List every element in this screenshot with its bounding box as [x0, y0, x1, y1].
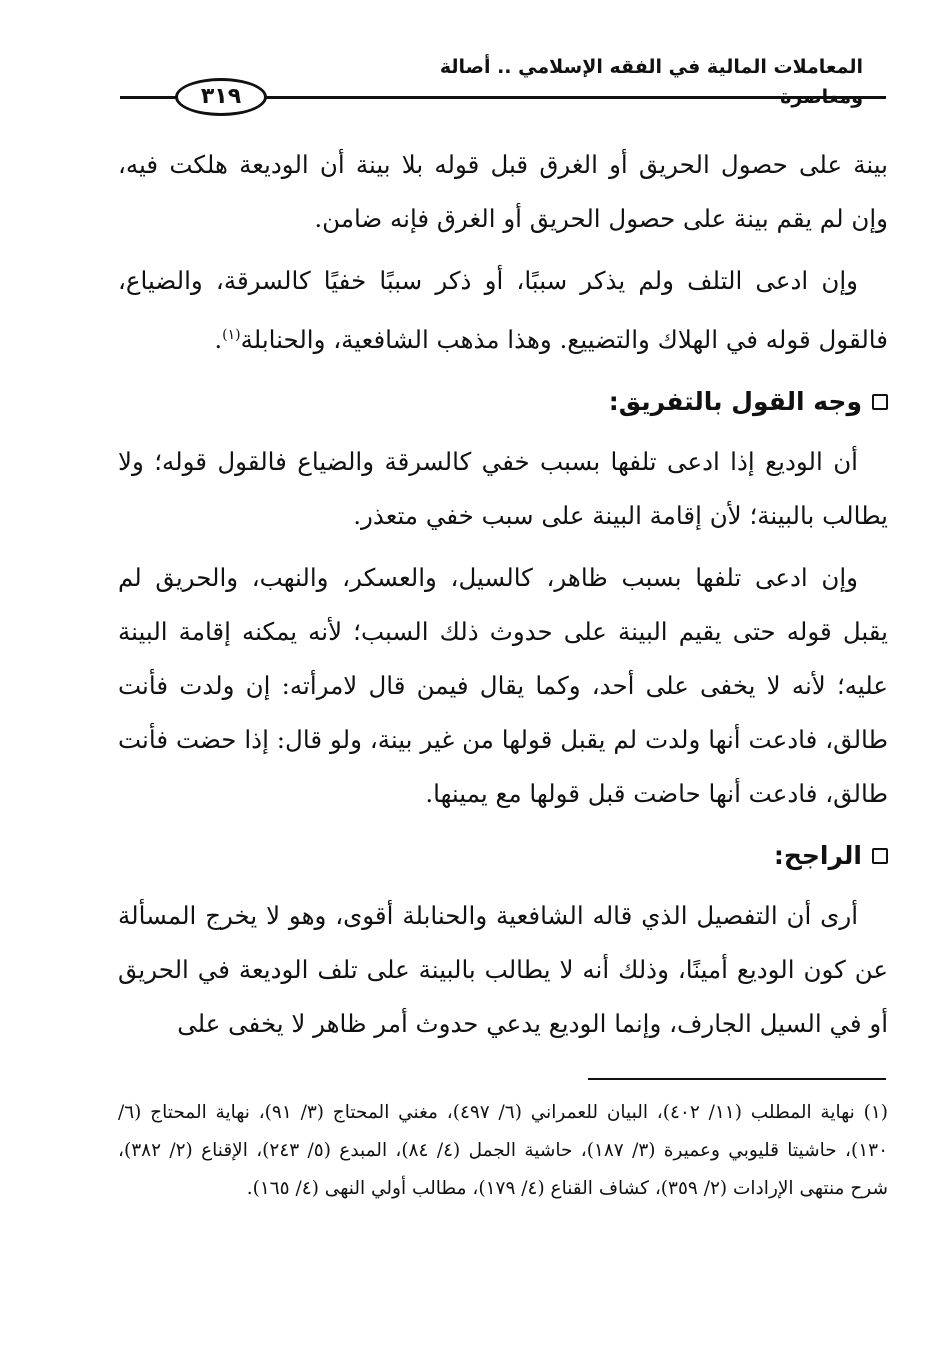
paragraph-1: بينة على حصول الحريق أو الغرق قبل قوله بلا بينة أن الوديعة هلكت فيه، وإن لم يقم بينة على حصول الحريق أو الغرق فإنه ضامن.	[118, 150, 888, 233]
page-number-badge: ٣١٩	[175, 78, 267, 116]
main-text	[118, 138, 888, 1059]
paragraph-5: أرى أن التفصيل الذي قاله الشافعية والحنابلة أقوى، وهو لا يخرج المسألة عن كون الوديع أمينًا، وذلك أنه لا يطالب بالبينة على تلف الوديعة في الحريق أو في السيل الجارف، وإنما الوديع يدعي حدوث أمر ظاهر لا يخفى على	[118, 901, 888, 1039]
paragraph-3: أن الوديع إذا ادعى تلفها بسبب خفي كالسرقة والضياع فالقول قوله؛ ولا يطالب بالبينة؛ لأن إقامة البينة على سبب خفي متعذر.	[118, 447, 888, 531]
footnote-1: (١) نهاية المطلب (١١/ ٤٠٢)، البيان للعمراني (٦/ ٤٩٧)، مغني المحتاج (٣/ ٩١)، نهاية المحتاج (٦/ ١٣٠)، حاشيتا قليوبي وعميرة (٣/ ١٨٧)، حاشية الجمل (٤/ ٨٤)، المبدع (٥/ ٢٤٣)، الإقناع (٢/ ٣٨٢)، شرح منتهى الإرادات (٢/ ٣٥٩)، كشاف القناع (٤/ ١٧٩)، مطالب أولي النهى (٤/ ١٦٥).	[118, 1102, 889, 1199]
paragraph-2-text: وإن ادعى التلف ولم يذكر سببًا، أو ذكر سببًا خفيًا كالسرقة، والضياع، فالقول قوله في الهلاك والتضييع. وهذا مذهب الشافعية، والحنابلة	[118, 266, 888, 355]
paragraph-4: وإن ادعى تلفها بسبب ظاهر، كالسيل، والعسكر، والنهب، والحريق لم يقبل قوله حتى يقيم البينة على حدوث ذلك السبب؛ لأنه يمكنه إقامة البينة عليه؛ لأنه لا يخفى على أحد، وكما يقال فيمن قال لامرأته: إن ولدت فأنت طالق، فادعت أنها ولدت لم يقبل قولها من غير بينة، ولو قال: إذا حضت فأنت طالق، فادعت أنها حاضت قبل قولها مع يمينها.	[118, 563, 888, 809]
footnotes	[118, 1094, 888, 1208]
section-heading-differentiation	[118, 375, 888, 429]
section-heading-preferred	[118, 829, 888, 883]
paragraph-2-end: .	[214, 325, 223, 355]
paragraph-2	[118, 254, 888, 367]
square-bullet-icon	[872, 394, 888, 410]
section-heading-text: الراجح:	[773, 841, 862, 871]
square-bullet-icon	[872, 848, 888, 864]
footnote-reference[interactable]: (١)	[222, 327, 241, 343]
footnote-separator	[588, 1078, 886, 1080]
running-header-title: المعاملات المالية في الفقه الإسلامي .. أصالة ومعاصرة	[439, 56, 863, 108]
section-heading-text: وجه القول بالتفريق:	[608, 387, 862, 417]
